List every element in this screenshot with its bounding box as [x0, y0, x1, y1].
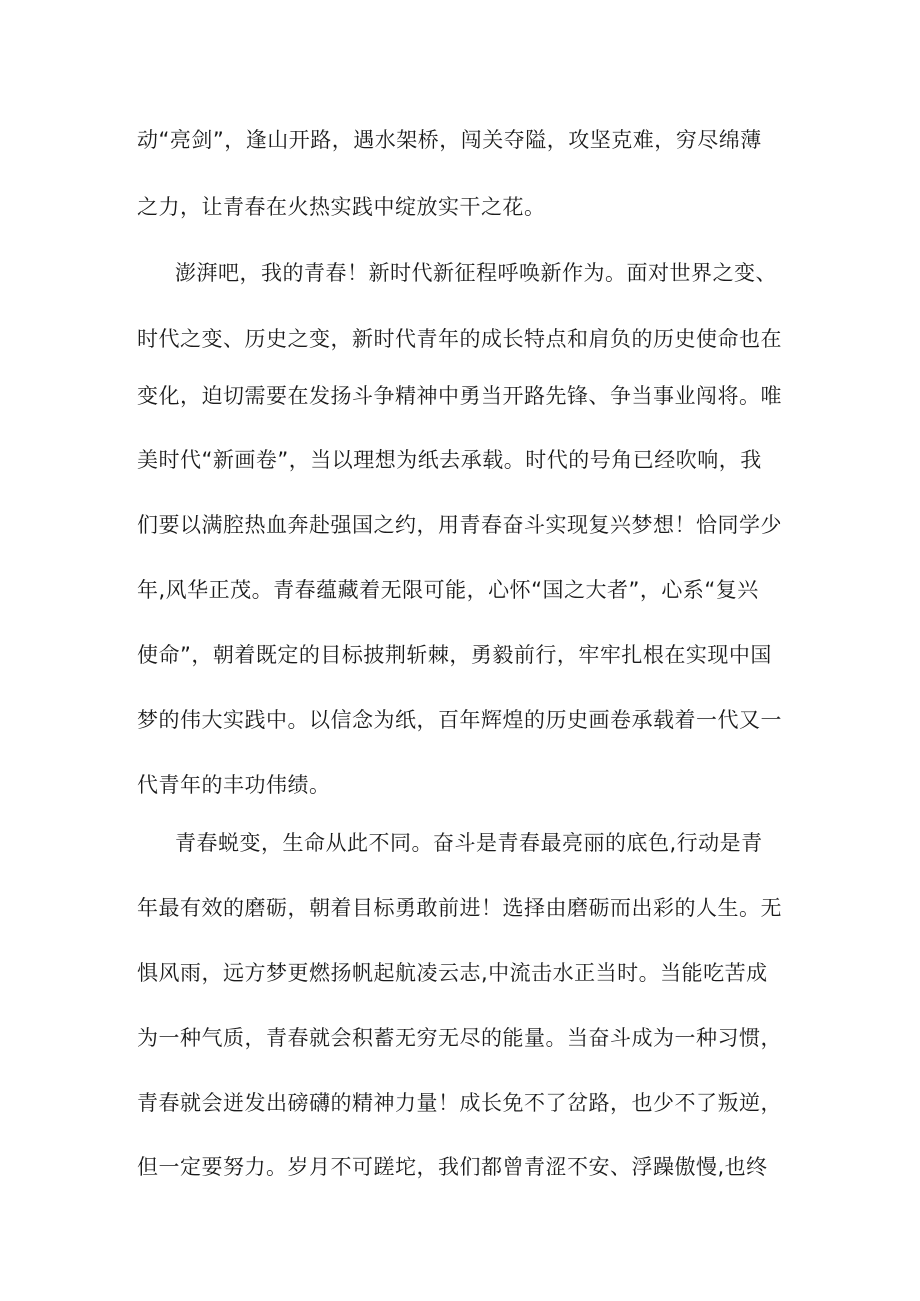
paragraph-3-line-3: 惧风雨，远方梦更燃扬帆起航凌云志,中流击水正当时。当能吃苦成 [137, 961, 768, 985]
paragraph-1-line-2: 之力，让青春在火热实践中绽放实干之花。 [137, 195, 546, 219]
paragraph-2-line-1: 澎湃吧，我的青春！新时代新征程呼唤新作为。面对世界之变、 [175, 261, 777, 285]
paragraph-3-line-5: 青春就会迸发出磅礴的精神力量！成长免不了岔路，也少不了叛逆， [137, 1091, 782, 1115]
paragraph-2-line-6: 年,风华正茂。青春蕴藏着无限可能，心怀“国之大者”，心系“复兴 [137, 578, 759, 602]
paragraph-3-line-6: 但一定要努力。岁月不可蹉坨，我们都曾青涩不安、浮躁傲慢,也终 [137, 1155, 768, 1179]
paragraph-2-line-4: 美时代“新画卷”，当以理想为纸去承载。时代的号角已经吹响，我 [137, 448, 762, 472]
paragraph-2-line-2: 时代之变、历史之变，新时代青年的成长特点和肩负的历史使命也在 [137, 327, 782, 351]
paragraph-3-line-1: 青春蜕变，生命从此不同。奋斗是青春最亮丽的底色,行动是青 [175, 831, 763, 855]
paragraph-3-line-2: 年最有效的磨砺，朝着目标勇敢前进！选择由磨砺而出彩的人生。无 [137, 896, 782, 920]
paragraph-3-line-4: 为一种气质，青春就会积蓄无穷无尽的能量。当奋斗成为一种习惯， [137, 1026, 782, 1050]
paragraph-2-line-7: 使命”，朝着既定的目标披荆斩棘，勇毅前行，牢牢扎根在实现中国 [137, 643, 772, 667]
paragraph-2-line-8: 梦的伟大实践中。以信念为纸，百年辉煌的历史画卷承载着一代又一 [137, 708, 782, 732]
paragraph-2-line-3: 变化，迫切需要在发扬斗争精神中勇当开路先锋、争当事业闯将。唯 [137, 384, 782, 408]
paragraph-2-line-9: 代青年的丰功伟绩。 [137, 773, 331, 797]
paragraph-2-line-5: 们要以满腔热血奔赴强国之约，用青春奋斗实现复兴梦想！恰同学少 [137, 513, 782, 537]
paragraph-1-line-1: 动“亮剑”，逢山开路，遇水架桥，闯关夺隘，攻坚克难，穷尽绵薄 [137, 128, 762, 152]
